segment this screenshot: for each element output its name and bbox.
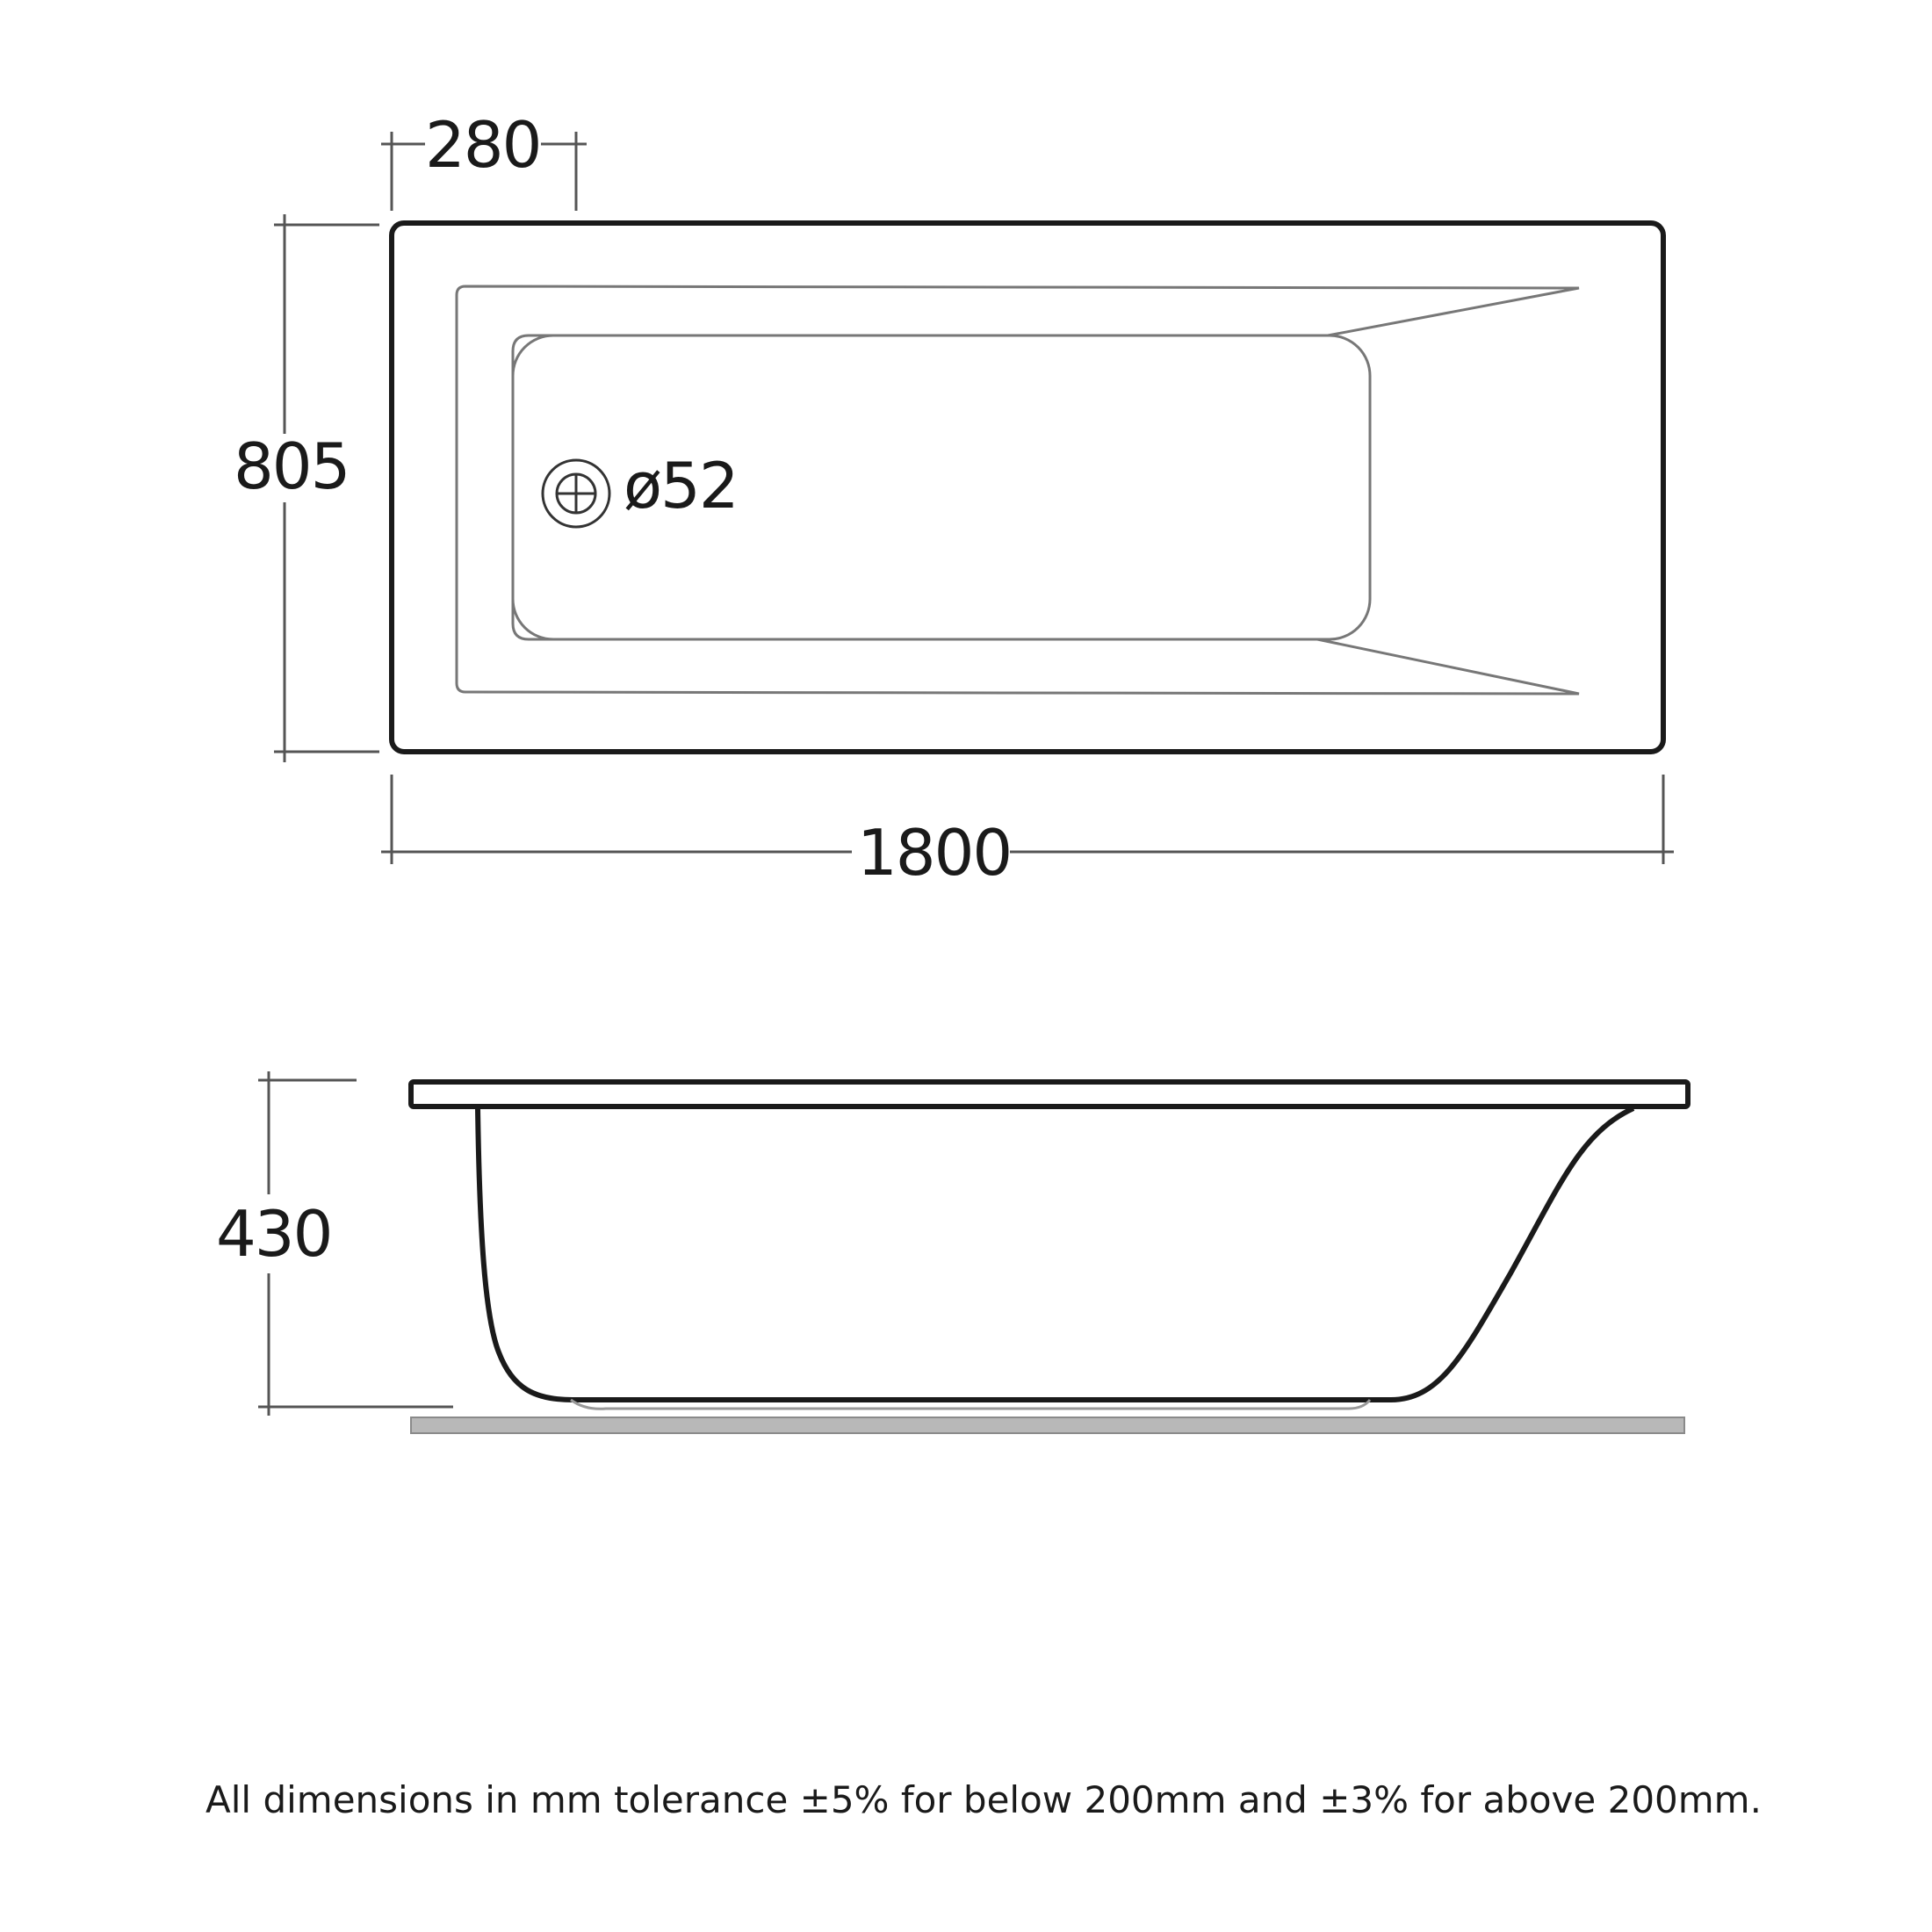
width-dimension [234,214,379,762]
length-dimension [381,775,1674,890]
elevation-view [216,1071,1688,1433]
waste-diameter-label: ø52 [624,449,738,523]
height-dimension [216,1071,453,1416]
plan-view [234,108,1674,890]
bath-body-side [478,1108,1633,1400]
length-dimension-label: 1800 [857,816,1012,890]
width-dimension-label: 805 [234,429,350,503]
height-dimension-label: 430 [216,1197,332,1271]
floor-plinth [411,1417,1684,1433]
offset-dimension [381,108,587,211]
offset-dimension-label: 280 [425,108,541,182]
waste-outlet [543,460,609,527]
tolerance-note: All dimensions in mm tolerance ±5% for below 200mm and ±3% for above 200mm. [205,1778,1762,1821]
bath-rim-side [411,1082,1688,1107]
